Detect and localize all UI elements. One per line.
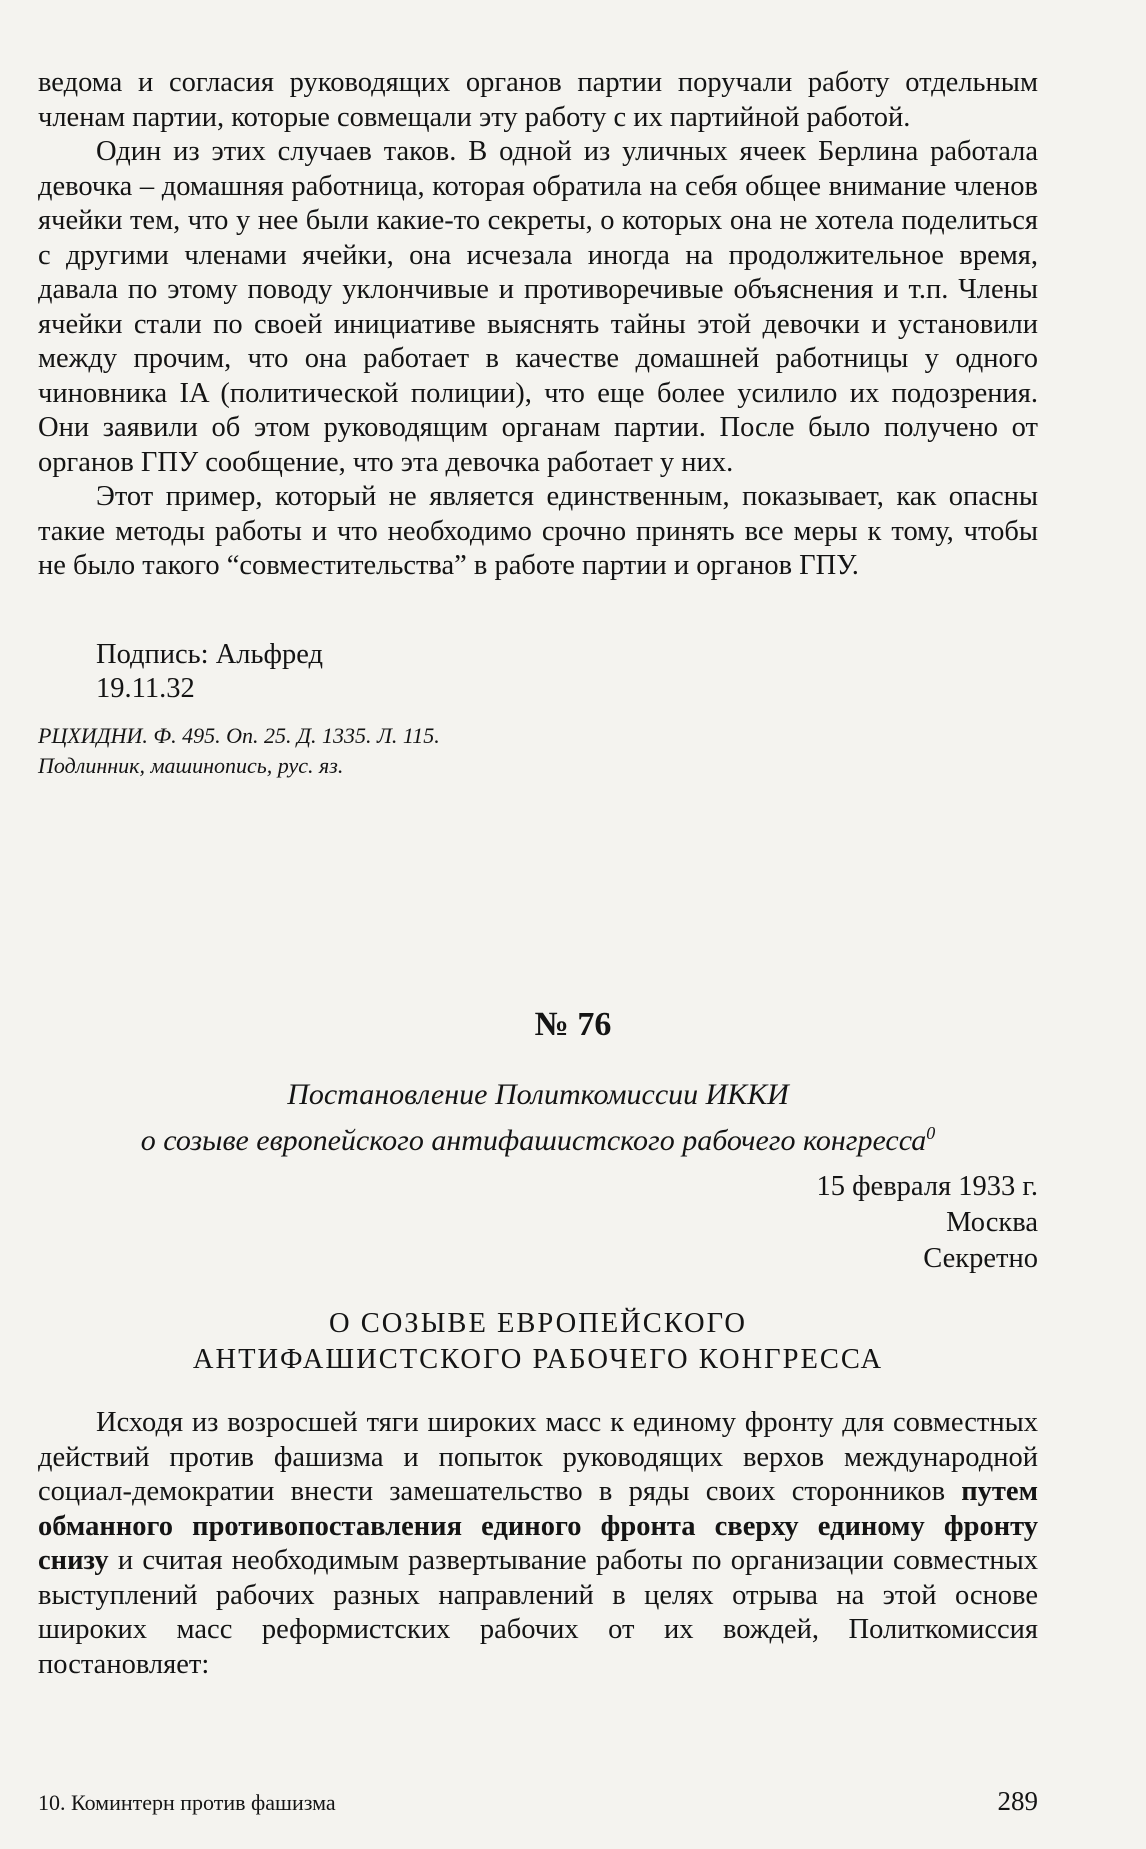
signature-date: 19.11.32: [96, 673, 195, 704]
archive-reference: РЦХИДНИ. Ф. 495. Оп. 25. Д. 1335. Л. 115.: [38, 723, 440, 748]
archive-note: Подлинник, машинопись, рус. яз.: [38, 753, 344, 778]
section-heading-line2: АНТИФАШИСТСКОГО РАБОЧЕГО КОНГРЕССА: [192, 1344, 884, 1375]
emphasis-text: путем обманного противопоставления единого фронта сверху единому фронту снизу: [38, 1476, 1038, 1576]
document-title-line2: о созыве европейского антифашистского рабочего конгресса$^0$: [140, 1123, 936, 1157]
footer-book-title: 10. Коминтерн против фашизма: [38, 1790, 336, 1815]
document-title-line1: Постановление Политкомиссии ИККИ: [287, 1078, 789, 1111]
paragraph-continuation: ведома и согласия руководящих органов партии поручали работу отдельным членам партии, которые совмещали эту работу с их партийной работой.: [38, 67, 1038, 133]
section-heading-line1: О СОЗЫВЕ ЕВРОПЕЙСКОГО: [329, 1308, 747, 1339]
paragraph-example: Один из этих случаев таков. В одной из уличных ячеек Берлина работала девочка – домашняя работница, которая обратила на себя общее внимание членов ячейки тем, что у нее были какие-то секреты, о которых она не хотела поделиться с другими членами ячейки, она исчезала иногда на продолжительное время, давала по этому поводу уклончивые и противоречивые объяснения и т.п. Члены ячейки стали по своей инициативе выяснять тайны этой девочки и установили между прочим, что она работает в качестве домашней работницы у одного чиновника IA (политической полиции), что еще более усилило их подозрения. Они заявили об этом руководящим органам партии. После было получено от органов ГПУ сообщение, что эта девочка работает у них.: [38, 136, 1038, 478]
paragraph-conclusion: Этот пример, который не является единственным, показывает, как опасны такие методы работы и что необходимо срочно принять все меры к тому, чтобы не было такого “совместительства” в работе партии и органов ГПУ.: [38, 481, 1038, 581]
classification-label: Секретно: [923, 1243, 1038, 1274]
resolution-text: [38, 1406, 1038, 1682]
page-number: 289: [997, 1786, 1038, 1816]
resolution-paragraph: Исходя из возросшей тяги широких масс к единому фронту для совместных действий против фашизма и попыток руководящих верхов международной социал-демократии внести замешательство в ряды своих сторонников путем обманного противопоставления единого фронта сверху единому фронту снизу и считая необходимым развертывание работы по организации совместных выступлений рабочих разных направлений в целях отрыва на этой основе широких масс реформистских рабочих от их вождей, Политкомиссия постановляет:: [38, 1407, 1038, 1680]
signature-line: Подпись: Альфред: [96, 639, 323, 670]
document-place: Москва: [946, 1207, 1038, 1238]
footnote-marker: 0: [926, 1123, 936, 1143]
body-text: [38, 66, 1038, 584]
document-date: 15 февраля 1933 г.: [816, 1171, 1038, 1202]
document-number: № 76: [534, 1006, 612, 1043]
